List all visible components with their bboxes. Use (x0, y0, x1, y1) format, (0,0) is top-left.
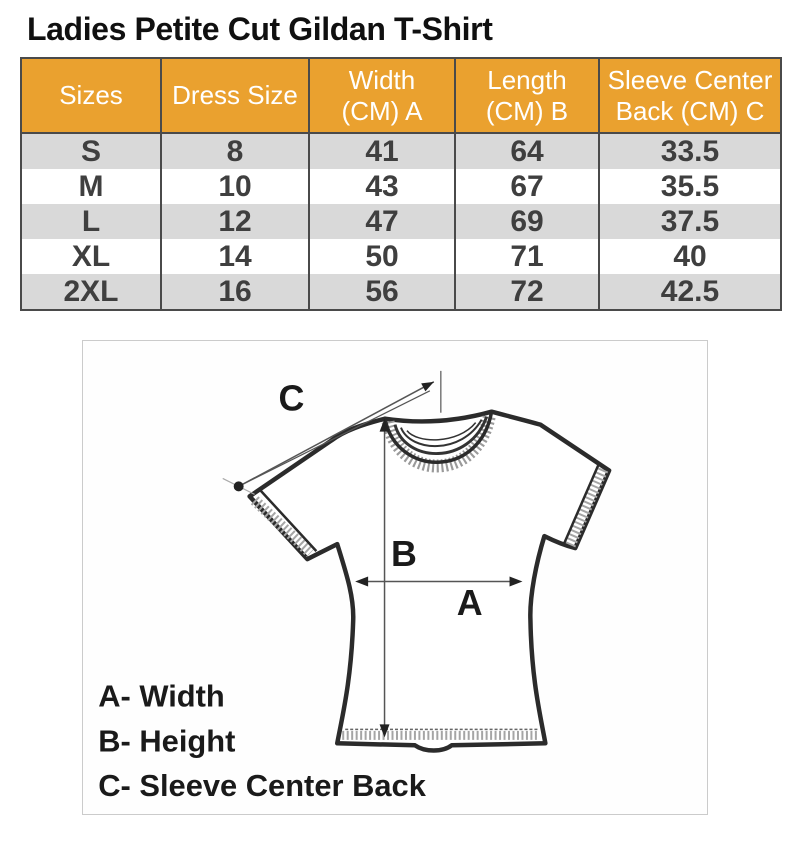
cell-sleeve: 33.5 (599, 133, 781, 169)
cell-dress-size: 8 (161, 133, 309, 169)
cell-size: S (21, 133, 161, 169)
header-line: (CM) A (341, 95, 423, 126)
header-line: Back (CM) C (615, 95, 765, 126)
size-table (20, 57, 782, 311)
header-cell-sizes (21, 58, 161, 133)
measurement-diagram-box (82, 340, 708, 815)
header-line: Width (348, 64, 416, 95)
cell-width: 50 (309, 239, 455, 274)
marker-label-c: C (278, 378, 305, 419)
tshirt-diagram-svg (83, 341, 707, 814)
table-row (21, 239, 781, 274)
marker-label-a: A (456, 582, 483, 623)
table-row (21, 204, 781, 239)
cell-sleeve: 42.5 (599, 274, 781, 310)
c-arrowhead (421, 382, 434, 392)
page-title: Ladies Petite Cut Gildan T-Shirt (27, 11, 493, 47)
header-cell-width (309, 58, 455, 133)
header-line: (CM) B (485, 95, 569, 126)
cell-size: L (21, 204, 161, 239)
cell-width: 41 (309, 133, 455, 169)
cell-dress-size: 16 (161, 274, 309, 310)
cell-length: 64 (455, 133, 599, 169)
cell-length: 67 (455, 169, 599, 204)
header-cell-length (455, 58, 599, 133)
cell-sleeve: 35.5 (599, 169, 781, 204)
c-end-dot (234, 481, 244, 491)
legend-item-sleeve-center-back: C- Sleeve Center Back (98, 768, 426, 804)
cell-width: 56 (309, 274, 455, 310)
table-row (21, 169, 781, 204)
header-cell-dress-size (161, 58, 309, 133)
cell-size: XL (21, 239, 161, 274)
header-line: Sizes (59, 80, 123, 110)
cell-sleeve: 37.5 (599, 204, 781, 239)
cell-length: 69 (455, 204, 599, 239)
legend-item-height: B- Height (98, 723, 236, 759)
cell-size: 2XL (21, 274, 161, 310)
header-line: Dress Size (172, 80, 298, 110)
cell-width: 43 (309, 169, 455, 204)
table-row (21, 274, 781, 310)
cell-dress-size: 12 (161, 204, 309, 239)
header-line: Sleeve Center (607, 64, 773, 95)
cell-length: 72 (455, 274, 599, 310)
table-header-row (21, 58, 781, 133)
header-line: Length (487, 64, 567, 95)
cell-size: M (21, 169, 161, 204)
header-cell-sleeve-center-back (599, 58, 781, 133)
cell-dress-size: 14 (161, 239, 309, 274)
table-row (21, 133, 781, 169)
cell-sleeve: 40 (599, 239, 781, 274)
marker-label-b: B (391, 534, 417, 575)
cell-dress-size: 10 (161, 169, 309, 204)
legend-item-width: A- Width (98, 678, 225, 714)
cell-length: 71 (455, 239, 599, 274)
cell-width: 47 (309, 204, 455, 239)
